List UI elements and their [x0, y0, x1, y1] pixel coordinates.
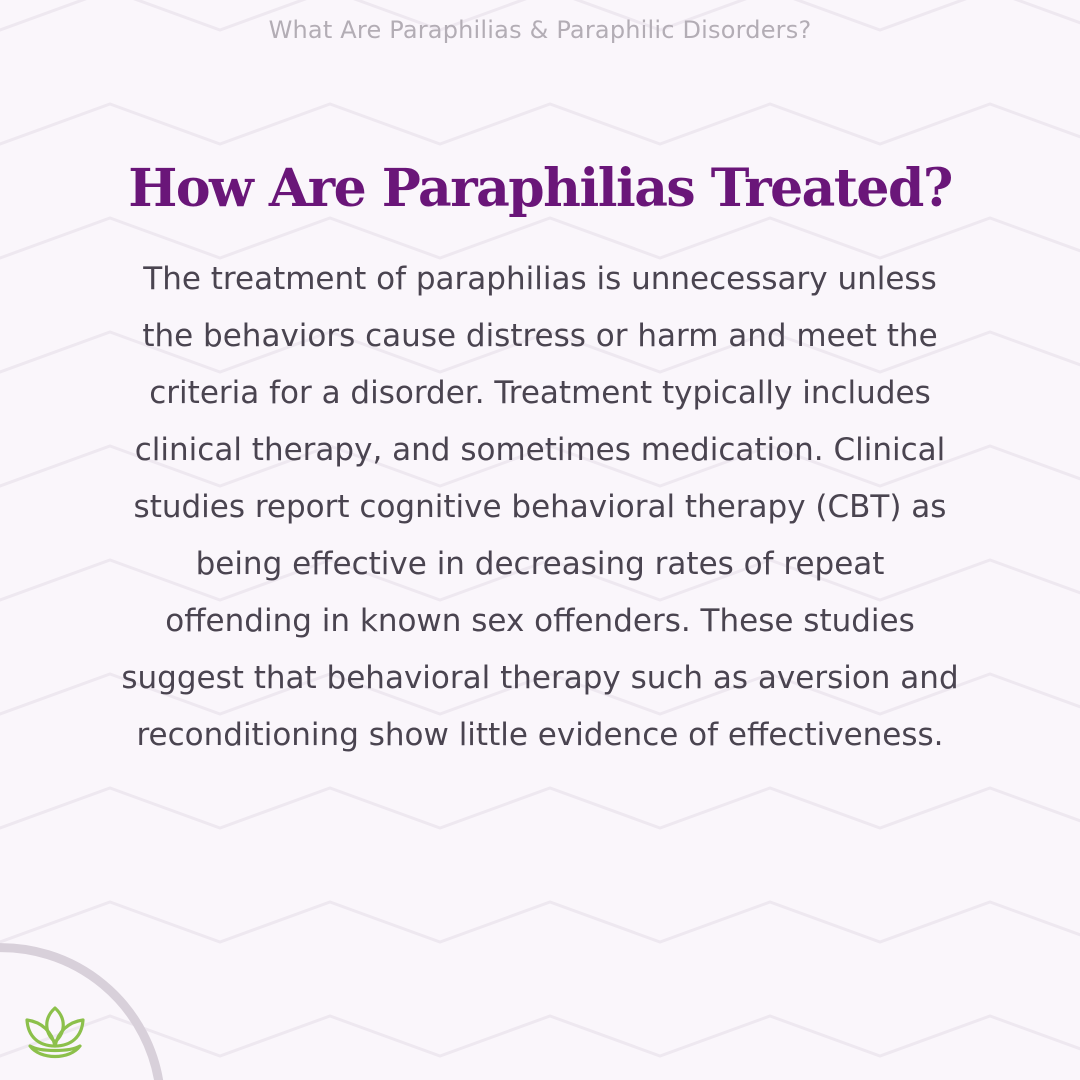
zigzag-line [0, 902, 1080, 942]
page-supertitle: What Are Paraphilias & Paraphilic Disorders? [268, 16, 812, 44]
body-paragraph: The treatment of paraphilias is unnecessary unless the behaviors cause distress or harm and meet the criteria for a disorder. Treatment typically includes clinical therapy, and sometimes medication. Clinical studies report cognitive behavioral therapy (CBT) as being effective in decreasing rates of repeat offending in known sex offenders. These studies suggest that behavioral therapy such as aversion and reconditioning show little evidence of effectiveness. [121, 261, 959, 753]
zigzag-line [0, 104, 1080, 144]
leaf-icon [22, 1002, 88, 1062]
zigzag-line [0, 788, 1080, 828]
page-title: How Are Paraphilias Treated? [128, 158, 952, 219]
